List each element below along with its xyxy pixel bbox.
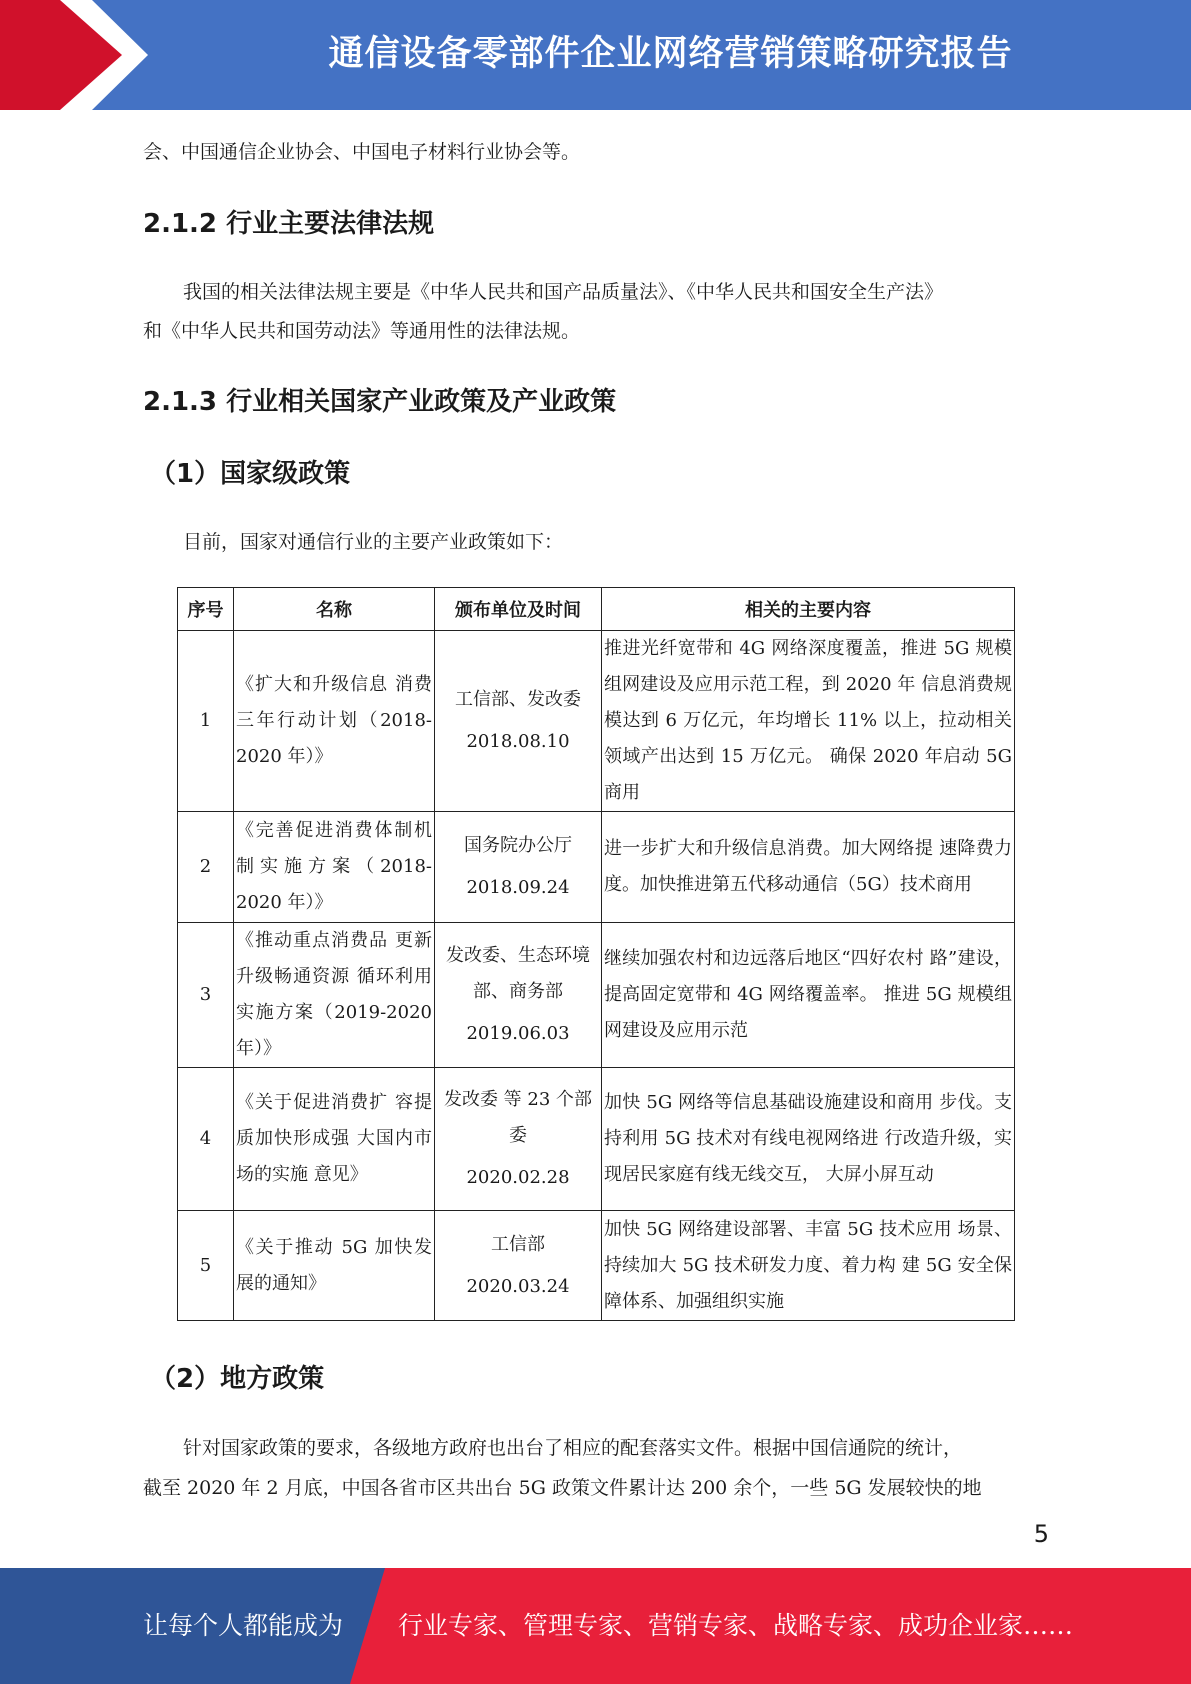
issuer-cell bbox=[435, 812, 602, 923]
intro-paragraph: 会、中国通信企业协会、中国电子材料行业协会等。 bbox=[143, 141, 581, 163]
issuer-name: 发改委 等 23 个部委 bbox=[443, 1089, 593, 1146]
table-row bbox=[178, 923, 1015, 1068]
issuer-cell bbox=[435, 1068, 602, 1211]
table-row bbox=[178, 1211, 1015, 1321]
col-header-issuer: 颁布单位及时间 bbox=[435, 588, 602, 631]
table-row bbox=[178, 1068, 1015, 1211]
issuer-name: 工信部 bbox=[491, 1233, 545, 1255]
policy-name: 《关于推动 5G 加快发展的通知》 bbox=[234, 1211, 435, 1321]
issue-date: 2018.09.24 bbox=[466, 877, 570, 898]
row-number: 4 bbox=[178, 1068, 234, 1211]
subheading-national-policy: （1）国家级政策 bbox=[150, 459, 351, 489]
policy-name: 《扩大和升级信息 消费三年行动计划（2018-2020 年）》 bbox=[234, 631, 435, 812]
col-header-number: 序号 bbox=[178, 588, 234, 631]
local-policy-line-2: 截至 2020 年 2 月底，中国各省市区共出台 5G 政策文件累计达 200 余个，一些 5G 发展较快的地 bbox=[143, 1477, 982, 1499]
subheading-local-policy: （2）地方政策 bbox=[150, 1364, 325, 1394]
page-header bbox=[0, 0, 1191, 110]
issue-date: 2020.02.28 bbox=[466, 1167, 570, 1188]
issuer-cell bbox=[435, 631, 602, 812]
table-row bbox=[178, 631, 1015, 812]
issue-date: 2018.08.10 bbox=[466, 731, 570, 752]
issue-date: 2020.03.24 bbox=[466, 1275, 570, 1297]
table-header-row bbox=[178, 588, 1015, 631]
row-number: 2 bbox=[178, 812, 234, 923]
policy-content: 进一步扩大和升级信息消费。加大网络提 速降费力度。加快推进第五代移动通信（5G）技术商用 bbox=[602, 812, 1015, 923]
page-number: 5 bbox=[1033, 1520, 1049, 1548]
laws-paragraph-line-1: 我国的相关法律法规主要是《中华人民共和国产品质量法》、《中华人民共和国安全生产法》 bbox=[183, 281, 944, 303]
issuer-name: 工信部、发改委 bbox=[455, 689, 581, 710]
col-header-name: 名称 bbox=[234, 588, 435, 631]
laws-paragraph-line-2: 和《中华人民共和国劳动法》等通用性的法律法规。 bbox=[143, 320, 581, 342]
policy-content: 加快 5G 网络等信息基础设施建设和商用 步伐。支持利用 5G 技术对有线电视网络进 行改造升级，实现居民家庭有线无线交互， 大屏小屏互动 bbox=[602, 1068, 1015, 1211]
row-number: 5 bbox=[178, 1211, 234, 1321]
page-footer bbox=[0, 1568, 1191, 1684]
footer-slogan-right: 行业专家、管理专家、营销专家、战略专家、成功企业家…… bbox=[398, 1611, 1074, 1640]
table-row bbox=[178, 812, 1015, 923]
policy-content: 推进光纤宽带和 4G 网络深度覆盖，推进 5G 规模组网建设及应用示范工程，到 2020 年 信息消费规模达到 6 万亿元，年均增长 11% 以上，拉动相关领域产出达到 15 万亿元。 确保 2020 年启动 5G 商用 bbox=[602, 631, 1015, 812]
row-number: 1 bbox=[178, 631, 234, 812]
policy-name: 《关于促进消费扩 容提质加快形成强 大国内市场的实施 意见》 bbox=[234, 1068, 435, 1211]
national-policy-intro: 目前，国家对通信行业的主要产业政策如下： bbox=[183, 531, 564, 553]
col-header-content: 相关的主要内容 bbox=[602, 588, 1015, 631]
report-title: 通信设备零部件企业网络营销策略研究报告 bbox=[328, 34, 1013, 74]
policy-content: 加快 5G 网络建设部署、丰富 5G 技术应用 场景、持续加大 5G 技术研发力度、着力构 建 5G 安全保障体系、加强组织实施 bbox=[602, 1211, 1015, 1321]
header-arrow-graphic bbox=[0, 0, 160, 110]
issue-date: 2019.06.03 bbox=[466, 1023, 570, 1044]
issuer-cell bbox=[435, 1211, 602, 1321]
section-heading-2-1-3: 2.1.3 行业相关国家产业政策及产业政策 bbox=[143, 387, 617, 417]
policy-name: 《完善促进消费体制机制实施方案（2018-2020 年）》 bbox=[234, 812, 435, 923]
issuer-cell bbox=[435, 923, 602, 1068]
row-number: 3 bbox=[178, 923, 234, 1068]
local-policy-line-1: 针对国家政策的要求，各级地方政府也出台了相应的配套落实文件。根据中国信通院的统计， bbox=[183, 1437, 963, 1459]
policy-content: 继续加强农村和边远落后地区“四好农村 路”建设，提高固定宽带和 4G 网络覆盖率。 推进 5G 规模组网建设及应用示范 bbox=[602, 923, 1015, 1068]
section-heading-2-1-2: 2.1.2 行业主要法律法规 bbox=[143, 209, 435, 239]
footer-slogan-left: 让每个人都能成为 bbox=[143, 1611, 344, 1640]
policy-table bbox=[177, 587, 1015, 1321]
policy-name: 《推动重点消费品 更新升级畅通资源 循环利用实施方案（2019-2020 年）》 bbox=[234, 923, 435, 1068]
issuer-name: 国务院办公厅 bbox=[464, 835, 572, 856]
issuer-name: 发改委、生态环境部、商务部 bbox=[446, 945, 590, 1002]
